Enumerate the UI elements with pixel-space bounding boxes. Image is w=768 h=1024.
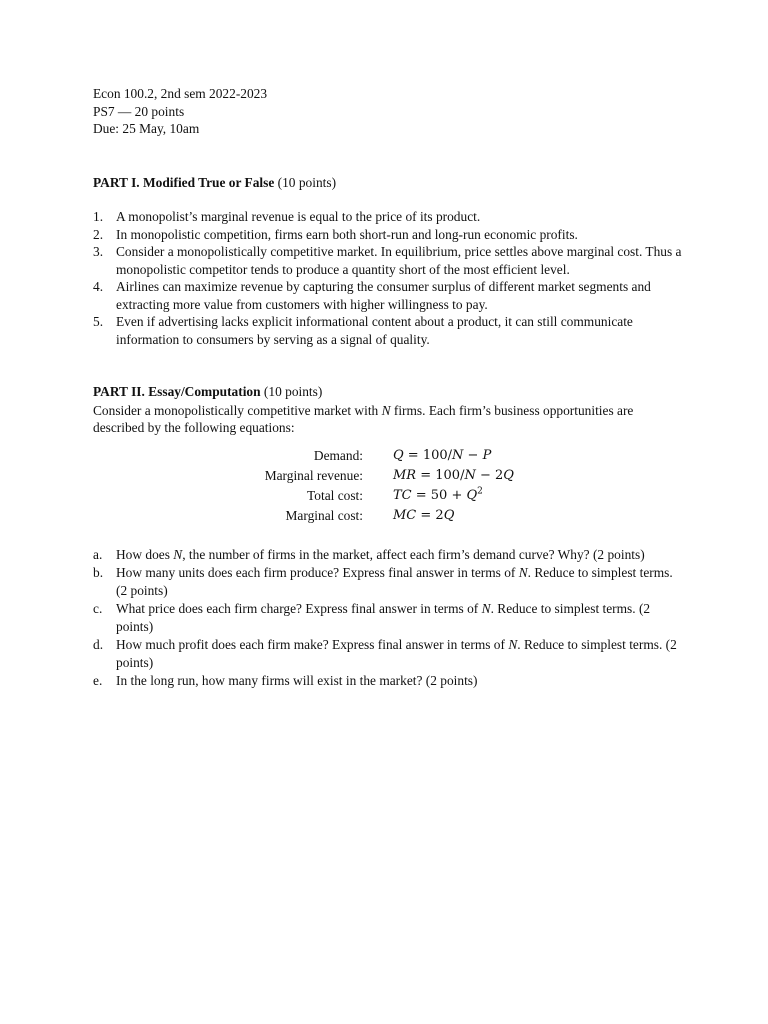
item-letter: a. — [93, 546, 103, 562]
part1-title — [93, 174, 683, 192]
equation-label: Marginal revenue: — [264, 467, 363, 483]
equation-row — [93, 487, 683, 507]
problem-set-line: PS7 — 20 points — [93, 103, 185, 119]
intro-text-b: firms. Each firm’s business opportunities are described by the following equations: — [93, 402, 634, 435]
equation-block — [93, 447, 683, 527]
equation-formula: TC = $50 + Q^2$ — [393, 486, 483, 503]
part2-title-points: (10 points) — [260, 384, 323, 399]
intro-text-a: Consider a monopolistically competitive market with — [93, 402, 382, 418]
part2-title — [93, 383, 683, 401]
equation-formula: Q = 100/N − P — [393, 447, 492, 463]
item-letter: b. — [93, 565, 104, 580]
question-text: How many units does each firm produce? Express final answer in terms of — [116, 565, 519, 580]
question-text: . Reduce to simplest terms. (2 points) — [116, 601, 651, 634]
document-header — [93, 85, 683, 138]
equation-formula: MR = 100/N − 2Q — [393, 467, 514, 483]
item-text: Airlines can maximize revenue by capturing the consumer surplus of different market segments and extracting more value from customers with higher willingness to pay. — [116, 279, 651, 312]
question-variable: N — [481, 601, 491, 616]
part2-questions — [93, 546, 683, 690]
item-number: 3. — [93, 244, 104, 259]
part2-intro — [93, 402, 683, 437]
question-text: In the long run, how many firms will exist in the market? (2 points) — [116, 673, 478, 688]
question-text: . Reduce to simplest terms. (2 points) — [116, 637, 677, 670]
list-item — [93, 600, 683, 635]
part2-title-bold: PART II. Essay/Computation — [93, 384, 261, 399]
question-text: What price does each firm charge? Express final answer in terms of — [116, 601, 482, 616]
item-text: Consider a monopolistically competitive market. In equilibrium, price settles above marginal cost. Thus a monopolistic competitor tends to produce a quantity short of the most efficient level. — [116, 244, 682, 277]
question-text: . Reduce to simplest terms. (2 points) — [116, 565, 673, 598]
item-text: A monopolist’s marginal revenue is equal to the price of its product. — [116, 209, 481, 224]
item-letter: e. — [93, 673, 103, 688]
question-variable: N — [518, 565, 528, 580]
item-number: 4. — [93, 279, 104, 294]
course-line: Econ 100.2, 2nd sem 2022-2023 — [93, 86, 268, 101]
item-text: Even if advertising lacks explicit informational content about a product, it can still communicate information to consumers by serving as a signal of quality. — [116, 314, 633, 347]
document-page — [93, 85, 683, 691]
list-item — [93, 564, 683, 599]
item-letter: d. — [93, 637, 104, 652]
equation-row — [93, 507, 683, 527]
list-item — [93, 278, 683, 313]
equation-formula: MC = 2Q — [393, 507, 455, 523]
intro-variable: N — [381, 402, 391, 418]
part1-list — [93, 208, 683, 348]
list-item — [93, 226, 683, 244]
due-date-line: Due: 25 May, 10am — [93, 121, 200, 136]
equation-label: Demand: — [313, 447, 363, 463]
item-number: 2. — [93, 226, 104, 242]
list-item — [93, 672, 683, 690]
item-letter: c. — [93, 601, 103, 616]
item-text: In monopolistic competition, firms earn both short-run and long-run economic profits. — [116, 226, 578, 242]
list-item — [93, 636, 683, 671]
list-item — [93, 313, 683, 348]
part1-title-points: (10 points) — [274, 174, 337, 190]
part1-title-bold: PART I. Modified True or False — [93, 174, 275, 190]
item-number: 5. — [93, 314, 104, 329]
question-text: How much profit does each firm make? Express final answer in terms of — [116, 637, 509, 652]
item-number: 1. — [93, 209, 104, 224]
question-text: , the number of firms in the market, affect each firm’s demand curve? Why? (2 points) — [182, 546, 645, 562]
equation-label: Marginal cost: — [285, 507, 363, 523]
list-item — [93, 243, 683, 278]
equation-row — [93, 467, 683, 487]
list-item — [93, 208, 683, 226]
question-text: How does — [116, 546, 174, 562]
question-variable: N — [508, 637, 518, 652]
list-item — [93, 546, 683, 564]
question-variable: N — [173, 546, 183, 562]
equation-label: Total cost: — [307, 487, 363, 503]
equation-row — [93, 447, 683, 467]
